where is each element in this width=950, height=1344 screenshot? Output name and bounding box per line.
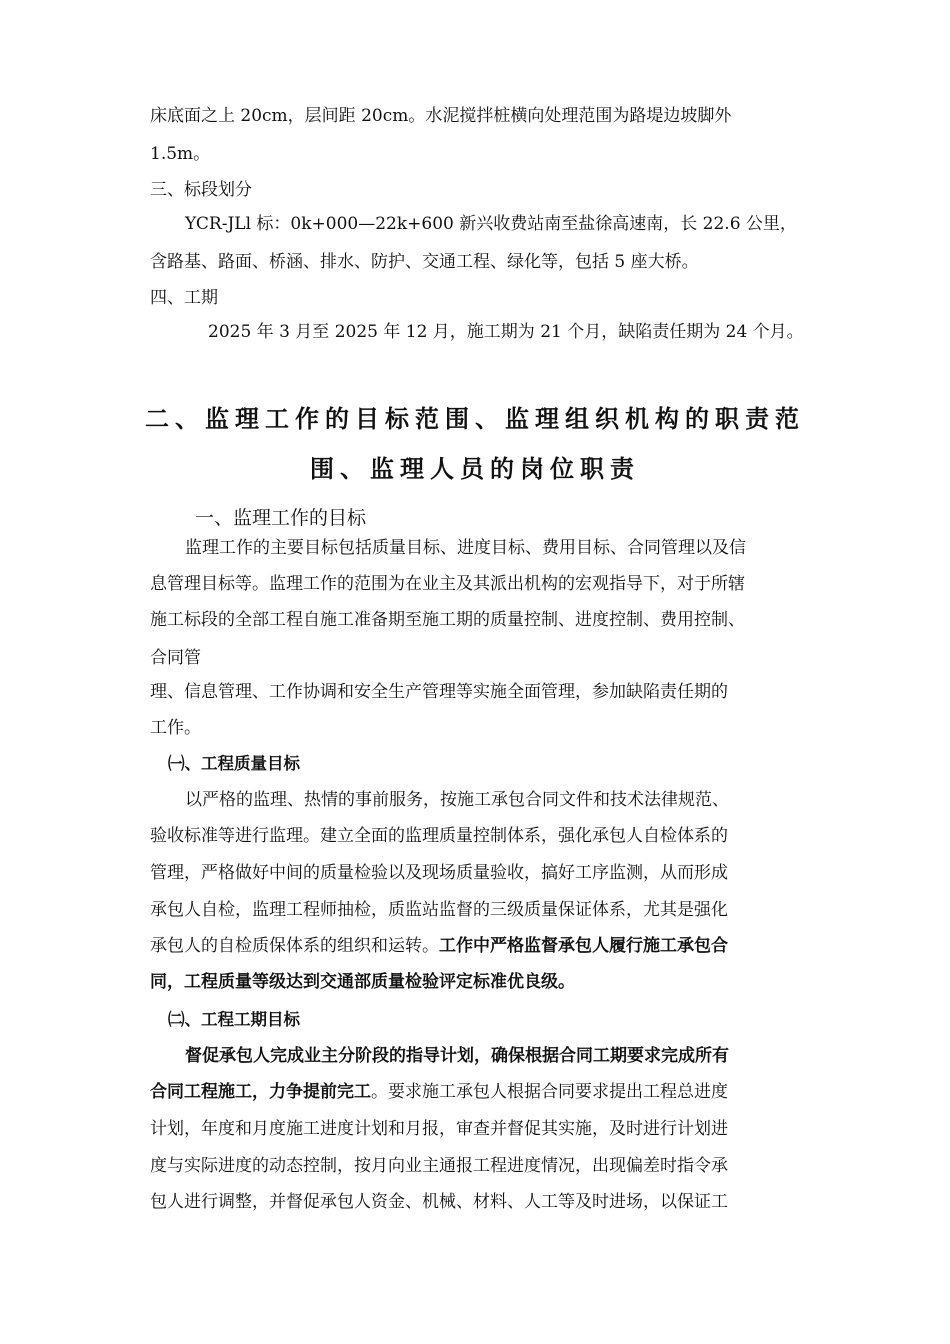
text-line: 验收标准等进行监理。建立全面的监理质量控制体系，强化承包人自检体系的 [150,826,728,846]
text-line: 理、信息管理、工作协调和安全生产管理等实施全面管理，参加缺陷责任期的 [150,682,728,702]
text-line: 含路基、路面、桥涵、排水、防护、交通工程、绿化等，包括 5 座大桥。 [150,252,699,272]
text-line: 承包人自检，监理工程师抽检，质监站监督的三级质量保证体系，尤其是强化 [150,900,728,920]
section-label: 三、标段划分 [150,180,252,200]
text-bold: 合同工程施工，力争提前完工 [150,1082,371,1102]
text-line-mixed [150,1080,728,1104]
text-bold: 同，工程质量等级达到交通部质量检验评定标准优良级。 [150,972,575,992]
section-label: 四、工期 [150,288,218,308]
chapter-heading-line1: 二、监理工作的目标范围、监理组织机构的职责范 [145,405,805,433]
chapter-heading-line2: 围、监理人员的岗位职责 [310,455,640,483]
text-line: 2025 年 3 月至 2025 年 12 月，施工期为 21 个月，缺陷责任期为 24 个月。 [208,322,804,342]
text-line: 合同管 [150,648,201,668]
text-line: 工作。 [150,718,201,738]
text-line: 计划，年度和月度施工进度计划和月报，审查并督促其实施，及时进行计划进 [150,1119,728,1139]
subsection-title: ㈠、工程质量目标 [168,754,300,773]
text-line: 床底面之上 20cm，层间距 20cm。水泥搅拌桩横向处理范围为路堤边坡脚外 [150,106,732,126]
text-line: 施工标段的全部工程自施工准备期至施工期的质量控制、进度控制、费用控制、 [150,610,745,630]
section-title: 一、监理工作的目标 [195,507,367,529]
text-bold: 督促承包人完成业主分阶段的指导计划，确保根据合同工期要求完成所有 [185,1046,729,1066]
text-line: 息管理目标等。监理工作的范围为在业主及其派出机构的宏观指导下，对于所辖 [150,574,745,594]
text-normal: 。要求施工承包人根据合同要求提出工程总进度 [371,1082,728,1102]
text-line-mixed [150,934,728,958]
text-line: 监理工作的主要目标包括质量目标、进度目标、费用目标、合同管理以及信 [185,538,746,558]
text-line: 包人进行调整，并督促承包人资金、机械、材料、人工等及时进场，以保证工 [150,1192,728,1212]
text-line: 以严格的监理、热情的事前服务，按施工承包合同文件和技术法律规范、 [185,790,729,810]
text-bold: 工作中严格监督承包人履行施工承包合 [439,936,728,956]
text-line: YCR-JLl 标：0k+000—22k+600 新兴收费站南至盐徐高速南，长 22.6 公里， [185,214,797,234]
text-line: 1.5m。 [150,144,211,164]
text-line-bold [150,970,575,994]
subsection-title: ㈡、工程工期目标 [168,1010,300,1029]
text-line: 度与实际进度的动态控制，按月向业主通报工程进度情况，出现偏差时指令承 [150,1156,728,1176]
text-line-bold [185,1044,729,1068]
text-normal: 承包人的自检质保体系的组织和运转。 [150,936,439,956]
text-line: 管理，严格做好中间的质量检验以及现场质量验收，搞好工序监测，从而形成 [150,863,728,883]
